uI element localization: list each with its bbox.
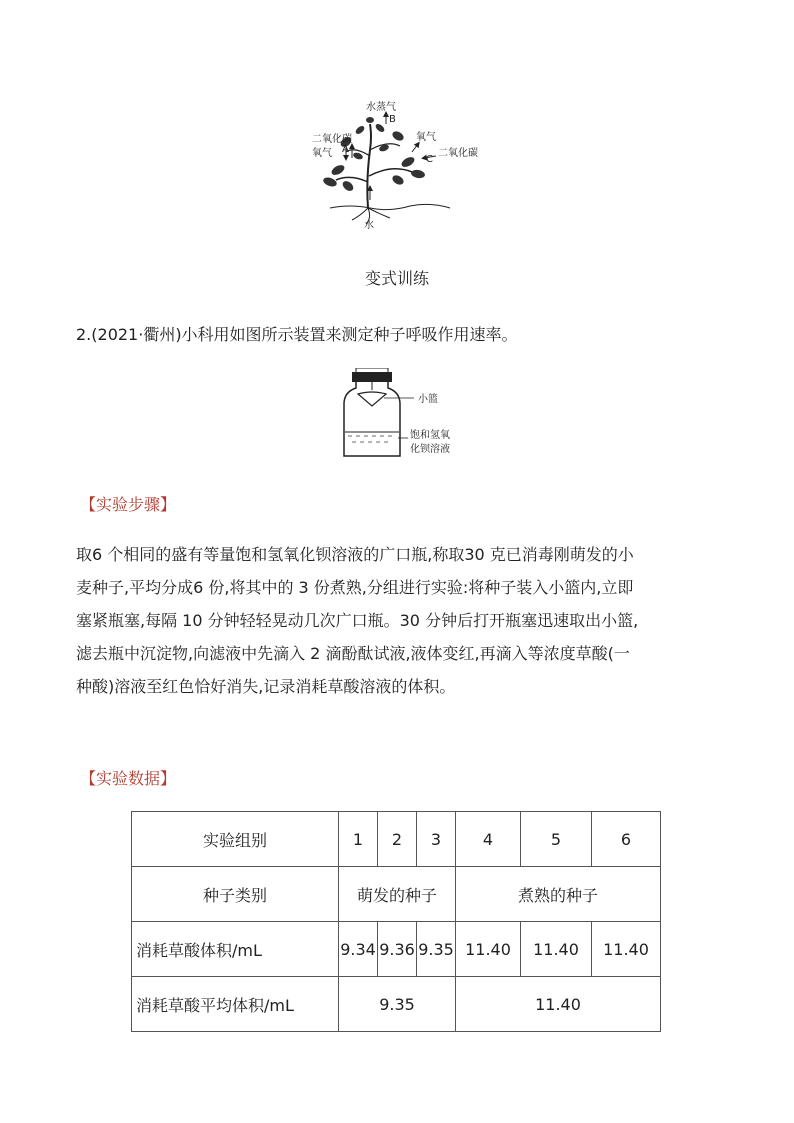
table-row <box>132 977 661 1032</box>
label-b: B <box>389 114 396 125</box>
label-co2-left: 二氧化碳 <box>312 134 352 145</box>
label-c: C <box>426 154 433 165</box>
table-row <box>132 867 661 922</box>
steps-title: 【实验步骤】 <box>80 495 177 514</box>
steps-line: 取6 个相同的盛有等量饱和氢氧化钡溶液的广口瓶,称取30 克已消毒刚萌发的小 <box>76 545 634 564</box>
volume-cell: 11.40 <box>456 922 521 977</box>
label-co2-right: 二氧化碳 <box>438 148 478 159</box>
volume-cell: 9.36 <box>378 922 417 977</box>
label-water-vapor: 水蒸气 <box>366 102 396 113</box>
label-solution-line2: 化钡溶液 <box>410 444 450 455</box>
steps-paragraph <box>76 538 724 703</box>
volume-cell: 9.35 <box>417 922 456 977</box>
label-oxygen-left: 氧气 <box>312 148 332 159</box>
row-label-volume: 消耗草酸体积/mL <box>132 922 339 977</box>
seed-type-germinated: 萌发的种子 <box>339 867 456 922</box>
steps-line: 滤去瓶中沉淀物,向滤液中先滴入 2 滴酚酞试液,液体变红,再滴入等浓度草酸(一 <box>76 644 630 663</box>
label-solution-line1: 饱和氢氧 <box>410 430 450 441</box>
steps-line: 塞紧瓶塞,每隔 10 分钟轻轻晃动几次广口瓶。30 分钟后打开瓶塞迅速取出小篮, <box>76 611 639 630</box>
avg-cooked-cell: 11.40 <box>456 977 661 1032</box>
section-heading: 变式训练 <box>364 269 429 288</box>
row-label-avg-volume: 消耗草酸平均体积/mL <box>132 977 339 1032</box>
row-label-seed-type: 种子类别 <box>132 867 339 922</box>
data-title: 【实验数据】 <box>80 769 177 788</box>
avg-germinated-cell: 9.35 <box>339 977 456 1032</box>
steps-line: 种酸)溶液至红色恰好消失,记录消耗草酸溶液的体积。 <box>76 677 456 696</box>
group-cell: 1 <box>339 812 378 867</box>
jar-apparatus-diagram <box>338 368 478 464</box>
table-row <box>132 812 661 867</box>
group-cell: 4 <box>456 812 521 867</box>
seed-type-cooked: 煮熟的种子 <box>456 867 661 922</box>
volume-cell: 11.40 <box>592 922 661 977</box>
label-a: A <box>342 144 349 155</box>
label-water: 水 <box>364 220 374 230</box>
steps-line: 麦种子,平均分成6 份,将其中的 3 份煮熟,分组进行实验:将种子装入小篮内,立即 <box>76 578 634 597</box>
table-row <box>132 922 661 977</box>
group-cell: 6 <box>592 812 661 867</box>
group-cell: 5 <box>521 812 592 867</box>
group-cell: 2 <box>378 812 417 867</box>
label-oxygen-right: 氧气 <box>416 132 436 143</box>
volume-cell: 11.40 <box>521 922 592 977</box>
group-cell: 3 <box>417 812 456 867</box>
volume-cell: 9.34 <box>339 922 378 977</box>
question-text: 2.(2021·衢州)小科用如图所示装置来测定种子呼吸作用速率。 <box>76 325 518 344</box>
experiment-data-table <box>131 811 661 1032</box>
plant-gas-exchange-diagram <box>300 100 500 230</box>
row-label-group: 实验组别 <box>132 812 339 867</box>
label-basket: 小篮 <box>418 394 438 405</box>
